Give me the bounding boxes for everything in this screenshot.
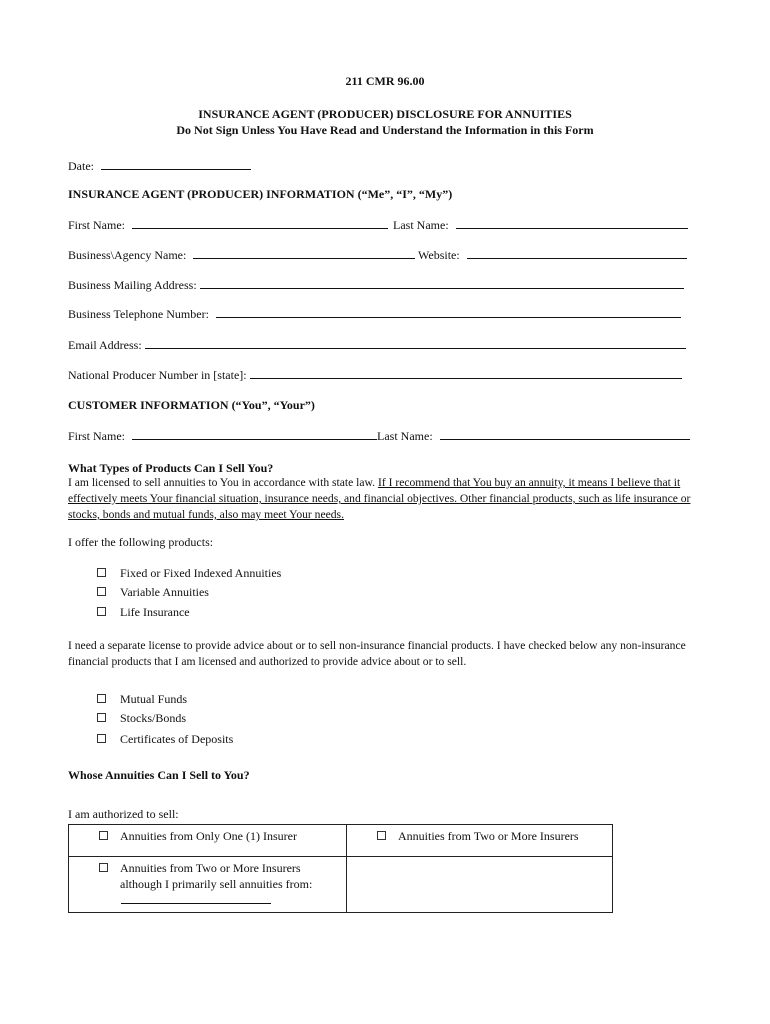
email-row [68,337,686,352]
agent-last-name-label: Last Name: [393,218,449,232]
phone-row [68,306,681,321]
one-insurer-cell [69,825,347,857]
recommendation-statement: If I recommend that You buy an annuity, it means I believe that it effectively meets Your financial situation, insurance needs, and financial objectives. Other financial products, such as life insurance or stocks, bonds and mutual funds, also may meet Your needs. [68,476,691,521]
website-row [418,247,687,262]
npn-label: National Producer Number in [state]: [68,368,247,382]
phone-field[interactable] [216,306,681,318]
licensing-paragraph [68,475,704,523]
cds-checkbox[interactable] [97,734,106,743]
one-insurer-label: Annuities from Only One (1) Insurer [120,829,297,843]
npn-row [68,367,682,382]
customer-first-name-field[interactable] [132,428,377,440]
agent-last-name-row [393,217,688,232]
mutual-funds-checkbox[interactable] [97,694,106,703]
agent-first-name-row [68,217,388,232]
authorization-table [68,824,613,913]
date-field[interactable] [101,158,251,170]
variable-annuities-checkbox[interactable] [97,587,106,596]
website-field[interactable] [467,247,687,259]
variable-annuities-label: Variable Annuities [120,585,209,599]
regulation-number: 211 CMR 96.00 [345,74,425,88]
two-insurers-cell [347,825,613,857]
form-title: INSURANCE AGENT (PRODUCER) DISCLOSURE FOR ANNUITIES [198,107,572,121]
customer-section-heading: CUSTOMER INFORMATION (“You”, “Your”) [68,398,315,412]
agency-name-row [68,247,415,262]
two-insurers-checkbox[interactable] [377,831,386,840]
customer-first-name-label: First Name: [68,429,125,443]
authorized-label: I am authorized to sell: [68,807,179,821]
agency-name-field[interactable] [193,247,415,259]
npn-field[interactable] [250,367,682,379]
agent-section-heading: INSURANCE AGENT (PRODUCER) INFORMATION (“Me”, “I”, “My”) [68,187,453,201]
fixed-annuities-checkbox[interactable] [97,568,106,577]
cds-label: Certificates of Deposits [120,732,234,746]
customer-first-name-row [68,428,377,443]
offer-label: I offer the following products: [68,535,214,549]
life-insurance-label: Life Insurance [120,605,190,619]
mailing-address-row [68,277,684,292]
primarily-checkbox[interactable] [99,863,108,872]
customer-last-name-field[interactable] [440,428,690,440]
mailing-address-field[interactable] [200,277,684,289]
customer-last-name-label: Last Name: [377,429,433,443]
life-insurance-checkbox[interactable] [97,607,106,616]
mailing-address-label: Business Mailing Address: [68,278,197,292]
stocks-bonds-label: Stocks/Bonds [120,711,187,725]
customer-last-name-row [377,428,690,443]
phone-label: Business Telephone Number: [68,307,209,321]
one-insurer-checkbox[interactable] [99,831,108,840]
agent-last-name-field[interactable] [456,217,688,229]
stocks-bonds-checkbox[interactable] [97,713,106,722]
email-label: Email Address: [68,338,142,352]
fixed-annuities-label: Fixed or Fixed Indexed Annuities [120,566,282,580]
date-label: Date: [68,159,94,173]
form-subtitle: Do Not Sign Unless You Have Read and Understand the Information in this Form [176,123,594,137]
email-field[interactable] [145,337,686,349]
two-insurers-label: Annuities from Two or More Insurers [398,829,579,843]
annuities-heading: Whose Annuities Can I Sell to You? [68,768,250,782]
date-row [68,158,251,173]
website-label: Website: [418,248,460,262]
empty-cell [347,857,613,913]
licensing-statement: I am licensed to sell annuities to You in accordance with state law. [68,476,378,489]
primarily-label: Annuities from Two or More Insurers although I primarily sell annuities from: [120,861,313,891]
license-note: I need a separate license to provide advice about or to sell non-insurance financial products. I have checked below any non-insurance financial products that I am licensed and authorized to provide advice about or to sell. [68,639,686,668]
agency-name-label: Business\Agency Name: [68,248,187,262]
agent-first-name-label: First Name: [68,218,125,232]
mutual-funds-label: Mutual Funds [120,692,188,706]
products-heading: What Types of Products Can I Sell You? [68,461,274,475]
agent-first-name-field[interactable] [132,217,388,229]
primarily-cell [69,857,347,913]
primary-insurer-field[interactable] [121,892,271,904]
